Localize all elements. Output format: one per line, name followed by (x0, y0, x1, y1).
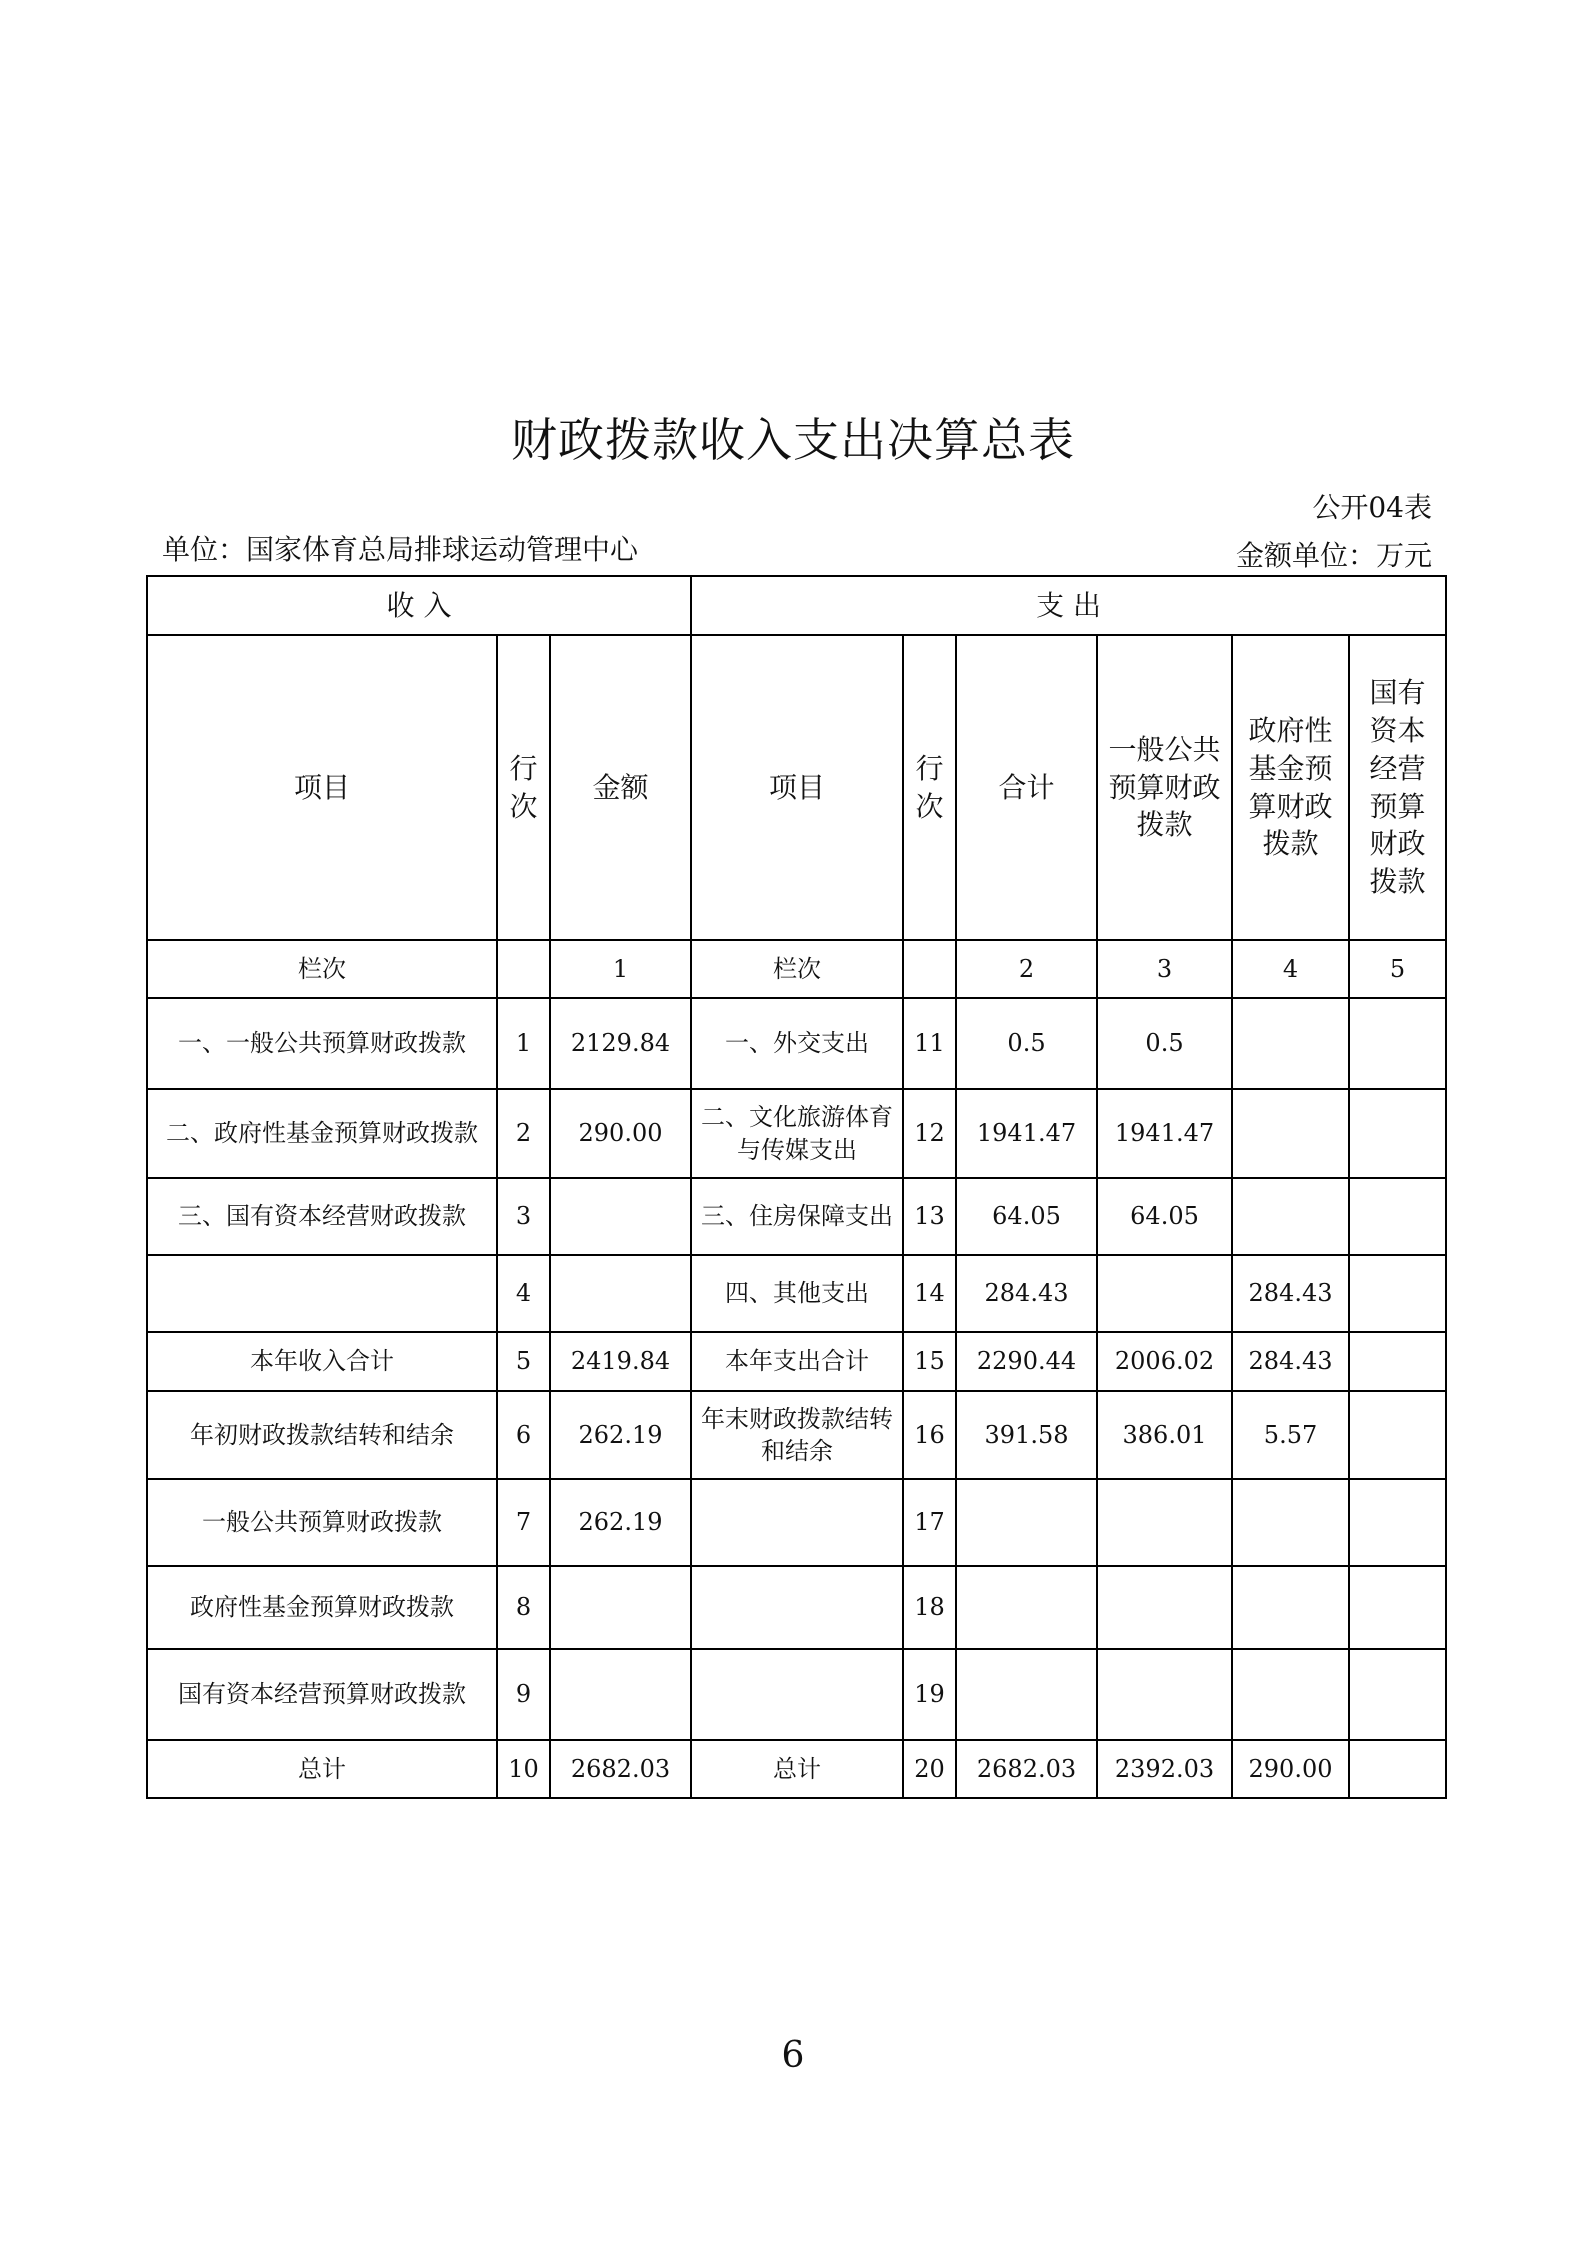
table-cell: 本年收入合计 (147, 1332, 497, 1391)
col-header-item: 项目 (147, 635, 497, 940)
table-cell (903, 940, 956, 998)
table-cell (1232, 1178, 1349, 1255)
page-number: 6 (781, 2035, 805, 2076)
table-row (147, 1649, 1446, 1740)
column-header-row (147, 635, 1446, 940)
table-cell: 10 (497, 1740, 550, 1798)
col-header-amount: 金额 (550, 635, 691, 940)
table-cell (691, 1479, 903, 1566)
table-cell: 一、外交支出 (691, 998, 903, 1089)
table-cell (1097, 1649, 1232, 1740)
table-cell: 一般公共预算财政拨款 (147, 1479, 497, 1566)
table-cell (1097, 1566, 1232, 1649)
table-row (147, 1391, 1446, 1479)
col-header-state-capital: 国有资本经营预算财政拨款 (1349, 635, 1446, 940)
table-cell (956, 1479, 1097, 1566)
table-cell: 9 (497, 1649, 550, 1740)
table-cell: 年末财政拨款结转和结余 (691, 1391, 903, 1479)
table-cell (1232, 998, 1349, 1089)
table-cell: 290.00 (550, 1089, 691, 1178)
table-cell: 12 (903, 1089, 956, 1178)
table-cell: 2290.44 (956, 1332, 1097, 1391)
table-cell (956, 1649, 1097, 1740)
table-cell (497, 940, 550, 998)
table-cell: 0.5 (1097, 998, 1232, 1089)
form-number: 公开04表 (1312, 491, 1432, 524)
table-cell: 3 (497, 1178, 550, 1255)
table-cell: 1941.47 (1097, 1089, 1232, 1178)
table-cell: 7 (497, 1479, 550, 1566)
table-cell: 1941.47 (956, 1089, 1097, 1178)
table-cell (1232, 1566, 1349, 1649)
table-cell (1349, 1332, 1446, 1391)
table-row (147, 1255, 1446, 1332)
col-header-row-no: 行次 (497, 635, 550, 940)
table-cell (1232, 1089, 1349, 1178)
table-cell: 三、住房保障支出 (691, 1178, 903, 1255)
table-cell: 284.43 (1232, 1255, 1349, 1332)
table-cell: 5 (497, 1332, 550, 1391)
table-cell (1349, 1649, 1446, 1740)
table-cell (691, 1566, 903, 1649)
expense-section-header: 支 出 (691, 576, 1446, 635)
col-header-total: 合计 (956, 635, 1097, 940)
table-cell (1349, 998, 1446, 1089)
table-cell (550, 1255, 691, 1332)
table-cell: 0.5 (956, 998, 1097, 1089)
table-cell (1097, 1479, 1232, 1566)
table-cell: 2 (956, 940, 1097, 998)
table-cell (1349, 1178, 1446, 1255)
table-cell: 二、文化旅游体育与传媒支出 (691, 1089, 903, 1178)
table-cell: 15 (903, 1332, 956, 1391)
table-cell: 2682.03 (956, 1740, 1097, 1798)
table-cell: 11 (903, 998, 956, 1089)
table-cell (1232, 1479, 1349, 1566)
table-cell (1232, 1649, 1349, 1740)
document-title: 财政拨款收入支出决算总表 (511, 413, 1075, 467)
col-header-general-budget: 一般公共预算财政拨款 (1097, 635, 1232, 940)
table-row (147, 998, 1446, 1089)
table-cell: 2682.03 (550, 1740, 691, 1798)
table-row (147, 1479, 1446, 1566)
income-section-header: 收 入 (147, 576, 691, 635)
table-cell: 5.57 (1232, 1391, 1349, 1479)
money-unit: 金额单位：万元 (1235, 539, 1432, 572)
table-cell (550, 1649, 691, 1740)
table-cell: 栏次 (147, 940, 497, 998)
table-cell: 19 (903, 1649, 956, 1740)
table-cell: 6 (497, 1391, 550, 1479)
table-cell: 国有资本经营预算财政拨款 (147, 1649, 497, 1740)
table-cell: 一、一般公共预算财政拨款 (147, 998, 497, 1089)
table-cell: 14 (903, 1255, 956, 1332)
table-cell: 总计 (147, 1740, 497, 1798)
table-cell: 2129.84 (550, 998, 691, 1089)
table-cell (1349, 1740, 1446, 1798)
table-cell: 2 (497, 1089, 550, 1178)
reporting-unit: 单位：国家体育总局排球运动管理中心 (162, 533, 639, 566)
table-cell (691, 1649, 903, 1740)
table-cell: 290.00 (1232, 1740, 1349, 1798)
table-cell (1349, 1255, 1446, 1332)
table-cell: 本年支出合计 (691, 1332, 903, 1391)
table-cell: 284.43 (956, 1255, 1097, 1332)
table-cell: 4 (1232, 940, 1349, 998)
table-cell: 64.05 (956, 1178, 1097, 1255)
table-cell (1349, 1479, 1446, 1566)
table-cell: 总计 (691, 1740, 903, 1798)
table-cell (956, 1566, 1097, 1649)
table-cell (1097, 1255, 1232, 1332)
column-index-row (147, 940, 1446, 998)
table-cell: 2006.02 (1097, 1332, 1232, 1391)
table-cell: 64.05 (1097, 1178, 1232, 1255)
table-cell: 年初财政拨款结转和结余 (147, 1391, 497, 1479)
table-cell: 262.19 (550, 1391, 691, 1479)
table-row (147, 1332, 1446, 1391)
col-header-row-no-expense: 行次 (903, 635, 956, 940)
table-cell: 284.43 (1232, 1332, 1349, 1391)
table-cell (1349, 1566, 1446, 1649)
table-cell: 16 (903, 1391, 956, 1479)
table-cell: 8 (497, 1566, 550, 1649)
table-cell: 2392.03 (1097, 1740, 1232, 1798)
table-cell: 1 (497, 998, 550, 1089)
table-cell: 391.58 (956, 1391, 1097, 1479)
table-cell (1349, 1391, 1446, 1479)
table-row (147, 1089, 1446, 1178)
budget-table (146, 575, 1447, 1799)
table-cell (550, 1178, 691, 1255)
table-row (147, 1740, 1446, 1798)
table-cell (147, 1255, 497, 1332)
table-cell: 17 (903, 1479, 956, 1566)
table-row (147, 1178, 1446, 1255)
col-header-item-expense: 项目 (691, 635, 903, 940)
table-cell: 3 (1097, 940, 1232, 998)
table-cell: 386.01 (1097, 1391, 1232, 1479)
table-cell: 四、其他支出 (691, 1255, 903, 1332)
table-cell: 政府性基金预算财政拨款 (147, 1566, 497, 1649)
table-cell: 262.19 (550, 1479, 691, 1566)
table-cell: 2419.84 (550, 1332, 691, 1391)
table-cell (1349, 1089, 1446, 1178)
table-row (147, 1566, 1446, 1649)
table-cell: 4 (497, 1255, 550, 1332)
section-header-row (147, 576, 1446, 635)
table-cell: 18 (903, 1566, 956, 1649)
table-cell (550, 1566, 691, 1649)
table-cell: 栏次 (691, 940, 903, 998)
col-header-fund-budget: 政府性基金预算财政拨款 (1232, 635, 1349, 940)
table-cell: 13 (903, 1178, 956, 1255)
table-cell: 5 (1349, 940, 1446, 998)
table-cell: 1 (550, 940, 691, 998)
table-cell: 20 (903, 1740, 956, 1798)
table-cell: 三、国有资本经营财政拨款 (147, 1178, 497, 1255)
table-cell: 二、政府性基金预算财政拨款 (147, 1089, 497, 1178)
